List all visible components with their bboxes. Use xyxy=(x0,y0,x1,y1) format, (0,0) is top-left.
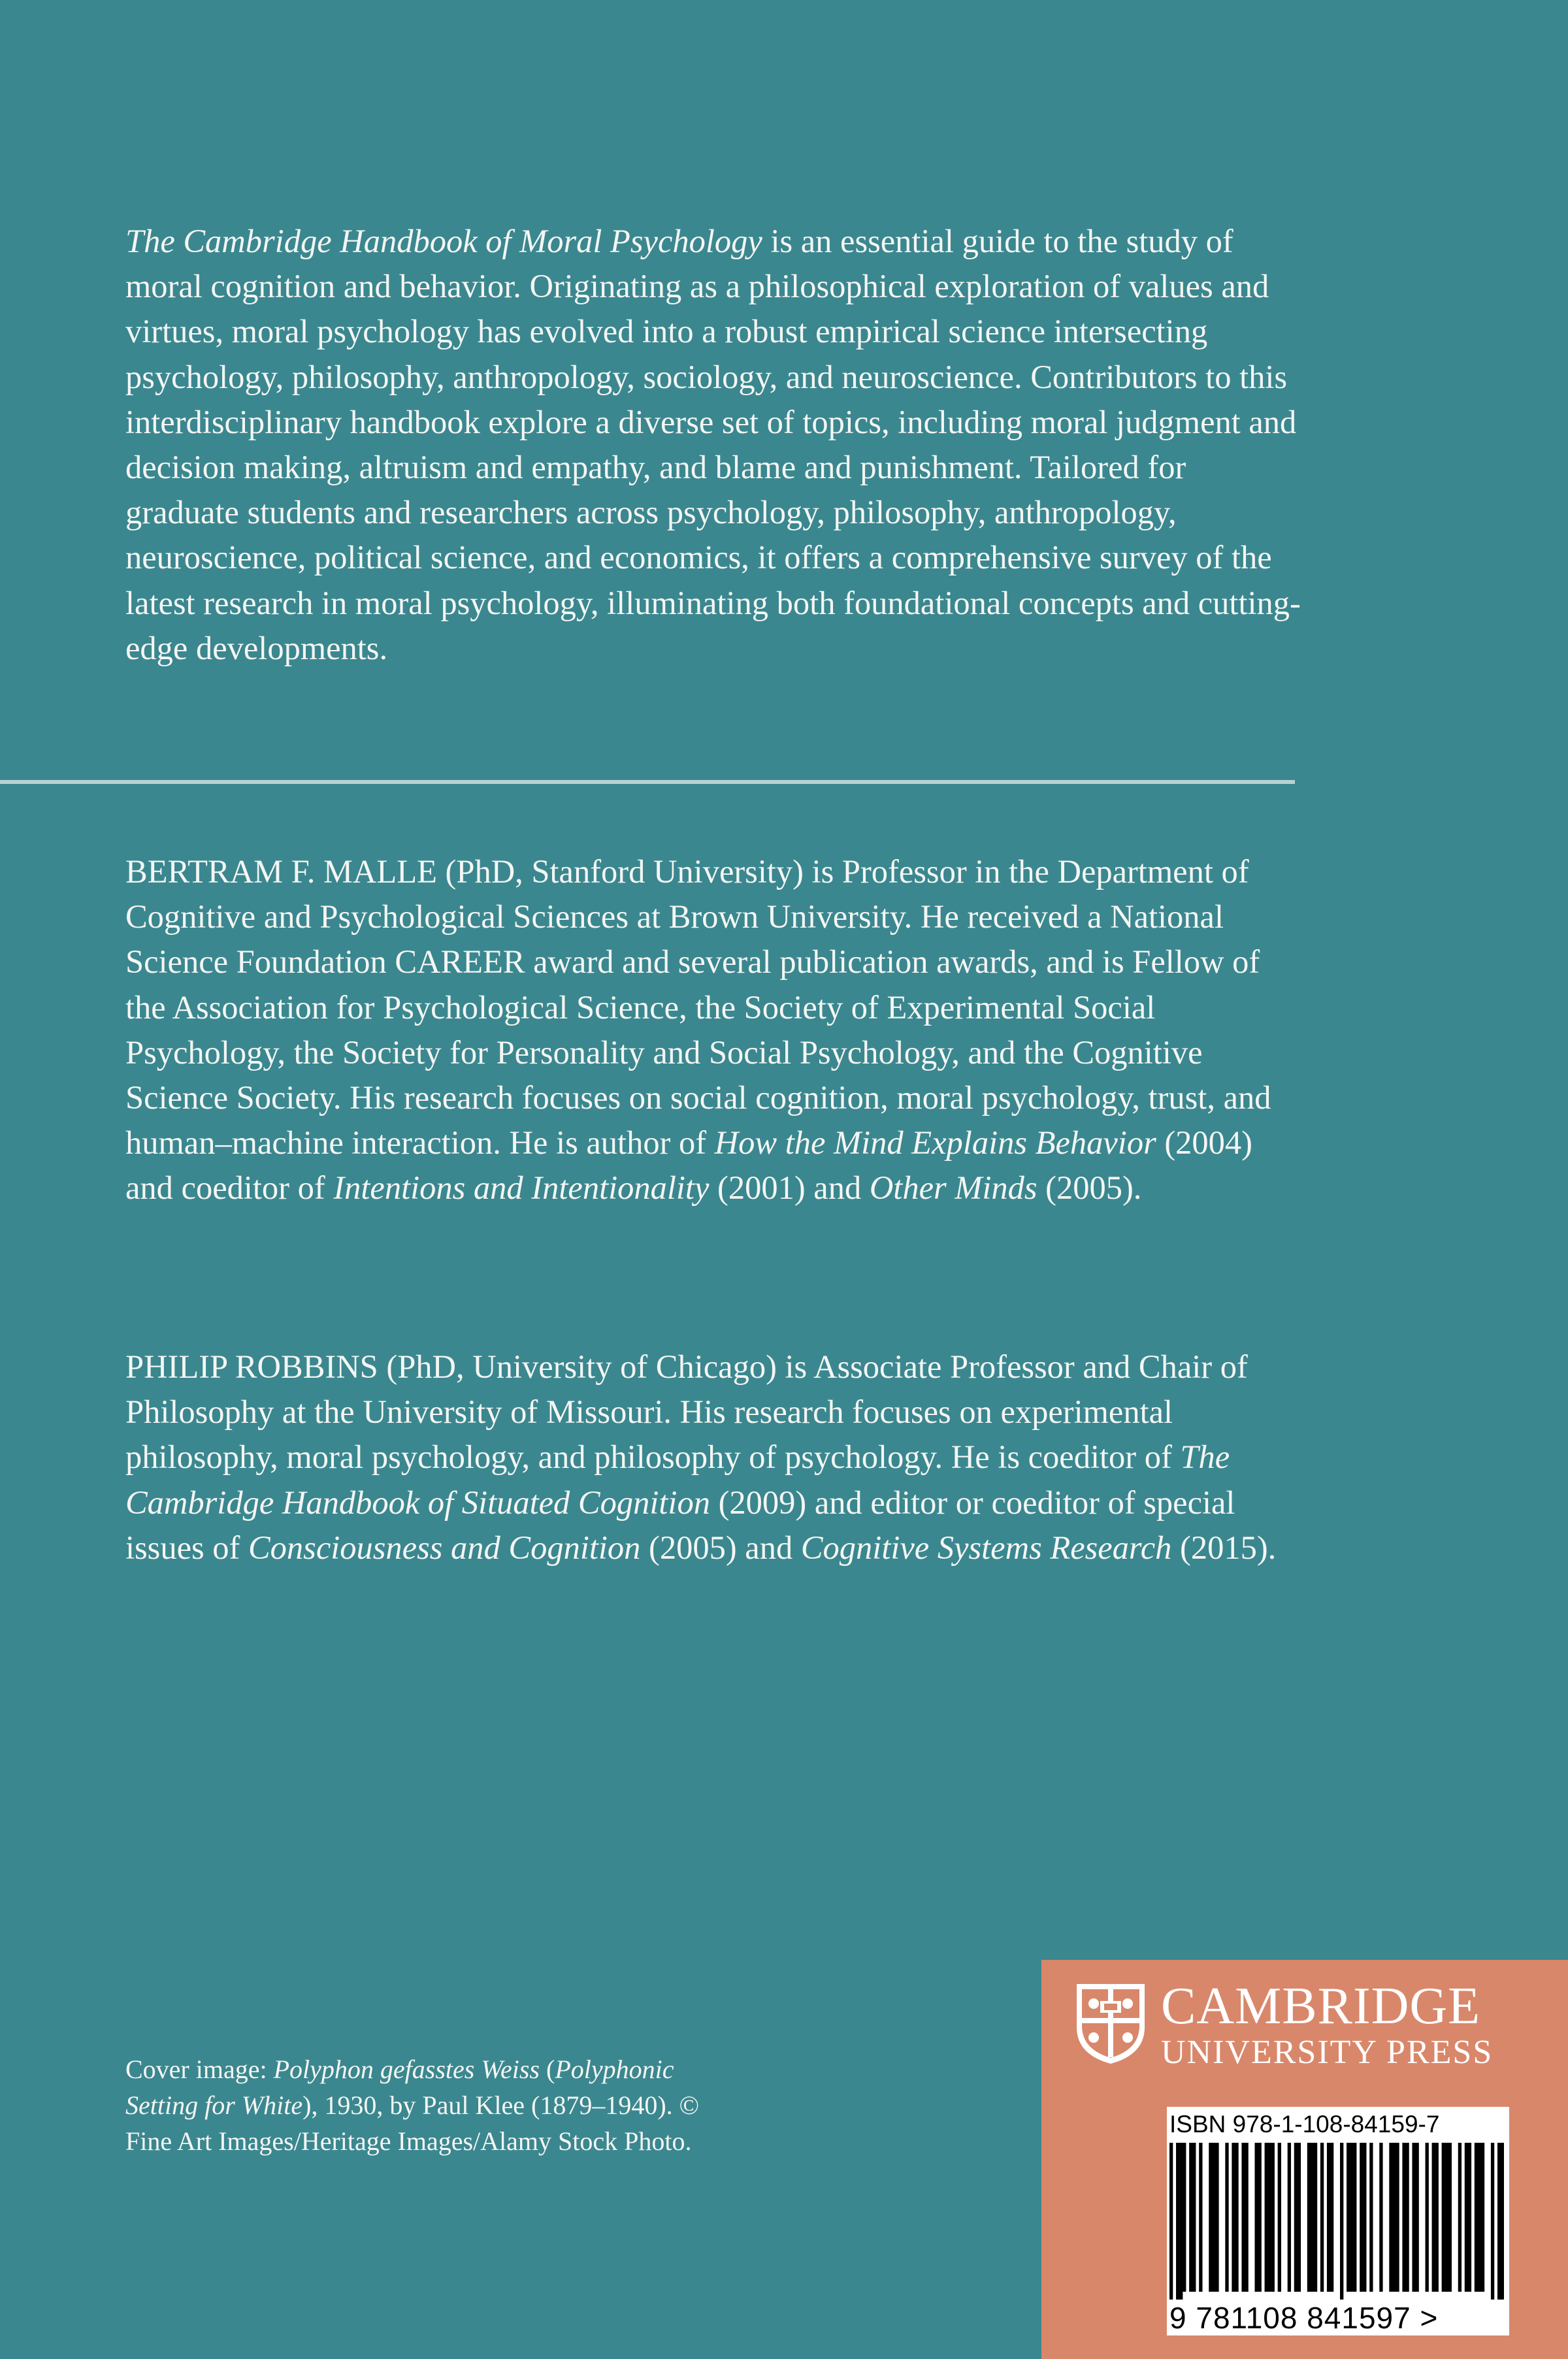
barcode-bar xyxy=(1179,2143,1183,2300)
malle-book-2: Intentions and Intentionality xyxy=(333,1169,710,1207)
barcode-bar xyxy=(1491,2143,1494,2300)
barcode-bar xyxy=(1350,2143,1353,2292)
section-divider xyxy=(0,780,1295,784)
barcode-bar xyxy=(1294,2143,1298,2292)
editor-bio-malle xyxy=(125,849,1301,1211)
barcode-bar xyxy=(1199,2143,1202,2292)
barcode-bar xyxy=(1288,2143,1291,2292)
barcode-bar xyxy=(1379,2143,1382,2292)
editor-bio-robbins xyxy=(125,1344,1301,1570)
barcode-bar xyxy=(1445,2143,1448,2292)
malle-book-1: How the Mind Explains Behavior xyxy=(714,1124,1156,1162)
barcode-bar xyxy=(1307,2143,1311,2292)
barcode-digits: 9 781108 841597 > xyxy=(1169,2301,1439,2335)
barcode-bar xyxy=(1432,2143,1435,2292)
barcode-bar xyxy=(1363,2143,1366,2292)
barcode-bar xyxy=(1412,2143,1415,2292)
barcode-bar xyxy=(1183,2143,1186,2292)
barcode-bar xyxy=(1271,2143,1275,2292)
barcode-bar xyxy=(1497,2143,1501,2300)
malle-text-4: (2005). xyxy=(1037,1169,1142,1207)
cover-image-credit xyxy=(125,2051,746,2159)
barcode-bar xyxy=(1278,2143,1281,2292)
malle-text-2: (2004) and coeditor of xyxy=(125,1124,1252,1207)
barcode-bar xyxy=(1232,2143,1235,2292)
barcode-bar xyxy=(1330,2143,1333,2292)
barcode-bar xyxy=(1314,2143,1317,2292)
barcode-bar xyxy=(1415,2143,1418,2292)
barcode-bar xyxy=(1215,2143,1218,2292)
robbins-text-4: (2015). xyxy=(1171,1529,1277,1566)
publisher-name: CAMBRIDGE xyxy=(1161,1977,1481,2035)
barcode-bar xyxy=(1347,2143,1350,2292)
barcode-bar xyxy=(1501,2143,1504,2300)
barcode-bar xyxy=(1320,2143,1324,2292)
robbins-book-2: Consciousness and Cognition xyxy=(248,1529,641,1566)
barcode-bar xyxy=(1481,2143,1484,2292)
barcode-bar xyxy=(1255,2143,1258,2292)
barcode-bar xyxy=(1258,2143,1262,2292)
barcode-bar xyxy=(1475,2143,1478,2292)
barcode-bar xyxy=(1298,2143,1301,2292)
description-text: is an essential guide to the study of moral cognition and behavior. Originating as a philosophical exploration of values and virtues, moral psychology has evolved into a robust empirical science intersecting psychology, philosophy, anthropology, sociology, and neuroscience. Contributors to this interdisciplinary handbook explore a diverse set of topics, including moral judgment and decision making, altruism and empathy, and blame and punishment. Tailored for graduate students and researchers across psychology, philosophy, anthropology, neuroscience, political science, and economics, it offers a comprehensive survey of the latest research in moral psychology, illuminating both foundational concepts and cutting-edge developments. xyxy=(125,223,1301,666)
book-description xyxy=(125,219,1301,671)
barcode-bar xyxy=(1189,2143,1192,2292)
barcode-bar xyxy=(1225,2143,1228,2292)
isbn-label: ISBN 978-1-108-84159-7 xyxy=(1169,2111,1440,2138)
barcode-bar xyxy=(1426,2143,1429,2292)
robbins-book-1: The Cambridge Handbook of Situated Cognition xyxy=(125,1439,1230,1521)
robbins-text-3: (2005) and xyxy=(640,1529,801,1566)
robbins-text-2: (2009) and editor or coeditor of special issues of xyxy=(125,1484,1235,1566)
artwork-translation: Polyphonic Setting for White xyxy=(125,2055,674,2120)
barcode-bar xyxy=(1360,2143,1363,2292)
barcode-bar xyxy=(1369,2143,1373,2292)
barcode-bar xyxy=(1245,2143,1248,2292)
barcode-bar xyxy=(1448,2143,1452,2292)
barcode-bar xyxy=(1458,2143,1462,2292)
barcode-bar xyxy=(1478,2143,1481,2292)
barcode-bar xyxy=(1265,2143,1268,2292)
barcode-bar xyxy=(1192,2143,1196,2292)
credit-rest: ), 1930, by Paul Klee (1879–1940). © Fine Art Images/Heritage Images/Alamy Stock Photo. xyxy=(125,2091,700,2156)
malle-text-1: BERTRAM F. MALLE (PhD, Stanford University) is Professor in the Department of Cognitive and Psychological Sciences at Brown University. He received a National Science Foundation CAREER award and several publication awards, and is Fellow of the Association for Psychological Science, the Society of Experimental Social Psychology, the Society for Personality and Social Psychology, and the Cognitive Science Society. His research focuses on social cognition, moral psychology, trust, and human–machine interaction. He is author of xyxy=(125,853,1271,1162)
barcode-bar xyxy=(1389,2143,1392,2292)
barcode-bar xyxy=(1442,2143,1445,2292)
barcode-bar xyxy=(1169,2143,1173,2300)
barcode-bar xyxy=(1212,2143,1215,2292)
barcode-bar xyxy=(1311,2143,1314,2292)
barcode-bar xyxy=(1235,2143,1238,2292)
malle-text-3: (2001) and xyxy=(709,1169,870,1207)
robbins-book-3: Cognitive Systems Research xyxy=(800,1529,1172,1566)
barcode-bar xyxy=(1268,2143,1271,2292)
barcode-bar xyxy=(1353,2143,1356,2292)
barcode-bar xyxy=(1327,2143,1330,2292)
robbins-text-1: PHILIP ROBBINS (PhD, University of Chicago) is Associate Professor and Chair of Philosophy at the University of Missouri. His research focuses on experimental philosophy, moral psychology, and philosophy of psychology. He is coeditor of xyxy=(125,1348,1248,1476)
barcode-bar xyxy=(1402,2143,1405,2292)
handbook-title: The Cambridge Handbook of Moral Psychology xyxy=(125,223,762,259)
barcode-bar xyxy=(1392,2143,1396,2292)
barcode-bar xyxy=(1209,2143,1212,2292)
credit-prefix: Cover image: xyxy=(125,2055,274,2084)
barcode-bars xyxy=(1169,2143,1504,2300)
barcode-bar xyxy=(1241,2143,1245,2292)
barcode-bar xyxy=(1176,2143,1179,2300)
publisher-subtitle: UNIVERSITY PRESS xyxy=(1161,2034,1494,2071)
malle-book-3: Other Minds xyxy=(869,1169,1037,1207)
credit-paren: ( xyxy=(540,2055,555,2084)
barcode-bar xyxy=(1340,2143,1343,2300)
artwork-title: Polyphon gefasstes Weiss xyxy=(273,2055,540,2084)
barcode-bar xyxy=(1405,2143,1409,2292)
barcode-bar xyxy=(1465,2143,1468,2292)
barcode-bar xyxy=(1396,2143,1399,2292)
barcode-bar xyxy=(1435,2143,1439,2292)
barcode-bar xyxy=(1468,2143,1471,2292)
cambridge-crest-icon xyxy=(1074,1981,1147,2066)
publisher-panel xyxy=(1041,1960,1568,2359)
